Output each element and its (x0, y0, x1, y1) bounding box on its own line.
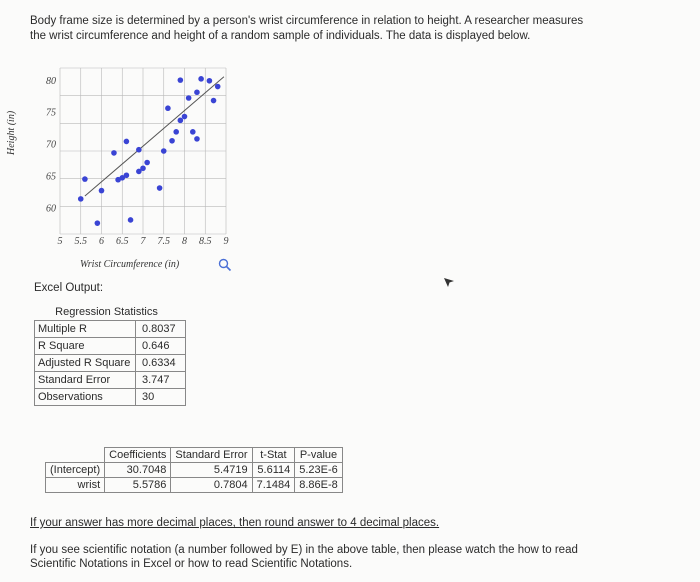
x-tick-label: 8 (182, 236, 187, 247)
mouse-pointer-icon (443, 277, 455, 289)
data-point (211, 98, 217, 104)
y-tick-label: 60 (46, 203, 56, 215)
data-point (95, 220, 101, 226)
table-row (35, 321, 186, 338)
stat-value: 0.8037 (136, 321, 186, 338)
y-axis-label: Height (in) (6, 110, 17, 155)
data-point (165, 105, 171, 111)
table-row (35, 338, 186, 355)
data-point (144, 160, 150, 166)
stat-label: R Square (35, 338, 136, 355)
data-point (128, 217, 134, 223)
y-tick-label: 65 (46, 171, 56, 183)
stat-label: Adjusted R Square (35, 355, 136, 372)
data-point (82, 176, 88, 182)
scatter-chart (26, 58, 250, 280)
data-point (78, 196, 84, 202)
data-point (111, 150, 117, 156)
cell: 5.4719 (171, 463, 252, 478)
data-point (194, 136, 200, 142)
x-tick-label: 7 (140, 236, 146, 247)
cell: 8.86E-8 (295, 478, 343, 493)
data-point (99, 188, 105, 194)
regression-statistics-table (34, 320, 186, 406)
table-row (35, 372, 186, 389)
x-axis-label: Wrist Circumference (in) (80, 259, 180, 270)
y-tick-label: 70 (46, 139, 56, 151)
y-tick-label: 75 (46, 107, 56, 119)
stat-value: 3.747 (136, 372, 186, 389)
rounding-note: If your answer has more decimal places, then round answer to 4 decimal places. (30, 517, 440, 529)
data-point (207, 78, 213, 84)
cell: 5.23E-6 (295, 463, 343, 478)
x-tick-label: 6.5 (116, 236, 129, 247)
data-point (178, 118, 184, 124)
row-label: (Intercept) (46, 463, 105, 478)
x-tick-label: 8.5 (199, 236, 212, 247)
data-point (173, 129, 179, 135)
x-tick-label: 9 (223, 236, 229, 247)
cell: 7.1484 (252, 478, 295, 493)
regression-statistics-title: Regression Statistics (55, 306, 158, 318)
data-point (198, 76, 204, 82)
search-icon[interactable] (218, 258, 232, 272)
row-label: wrist (46, 478, 105, 493)
data-point (136, 147, 142, 153)
table-row (35, 355, 186, 372)
table-row (46, 478, 343, 493)
scatter-plot-svg (26, 58, 250, 280)
data-point (169, 138, 175, 144)
stat-value: 0.646 (136, 338, 186, 355)
table-row (35, 389, 186, 406)
x-tick-label: 6 (99, 236, 104, 247)
data-point (190, 129, 196, 135)
coefficients-table (45, 447, 343, 493)
header-cell: Standard Error (171, 448, 252, 463)
y-tick-label: 80 (46, 75, 56, 87)
stat-label: Observations (35, 389, 136, 406)
stat-value: 0.6334 (136, 355, 186, 372)
trendline (85, 77, 224, 196)
data-point (182, 114, 188, 120)
header-cell: t-Stat (252, 448, 295, 463)
x-tick-label: 5.5 (74, 236, 87, 247)
cell: 30.7048 (105, 463, 171, 478)
scientific-notation-note: If you see scientific notation (a number followed by E) in the above table, then please watch the how to read Scientific Notations in Excel or how to read Scientific Notations. (30, 544, 578, 570)
stat-label: Multiple R (35, 321, 136, 338)
question-intro: Body frame size is determined by a person's wrist circumference in relation to height. A researcher measures the wrist circumference and height of a random sample of individuals. The data is displayed below. (30, 15, 584, 42)
x-tick-label: 5 (57, 236, 63, 247)
data-point (186, 95, 192, 101)
stat-value: 30 (136, 389, 186, 406)
x-tick-label: 7.5 (157, 236, 170, 247)
data-point (178, 77, 184, 83)
data-point (124, 172, 130, 178)
data-point (157, 185, 163, 191)
data-point (215, 84, 221, 90)
data-point (161, 148, 167, 154)
data-point (140, 165, 146, 171)
table-header-row (46, 448, 343, 463)
cell: 5.5786 (105, 478, 171, 493)
cell: 0.7804 (171, 478, 252, 493)
header-cell (46, 448, 105, 463)
data-point (124, 139, 130, 145)
stat-label: Standard Error (35, 372, 136, 389)
table-row (46, 463, 343, 478)
excel-output-label: Excel Output: (34, 282, 104, 294)
header-cell: Coefficients (105, 448, 171, 463)
data-point (194, 89, 200, 95)
header-cell: P-value (295, 448, 343, 463)
cell: 5.6114 (252, 463, 295, 478)
